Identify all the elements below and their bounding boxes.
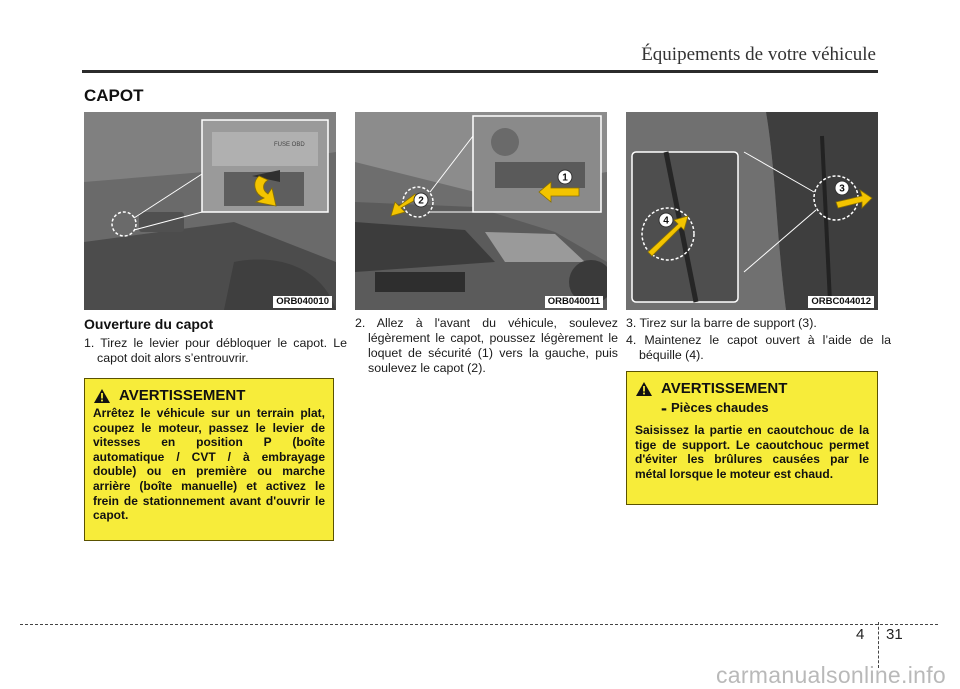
- footer-rule: [20, 624, 938, 625]
- figure-code: ORB040010: [273, 296, 332, 308]
- chapter-number: 4: [856, 626, 865, 643]
- figure-support-rod: [626, 112, 878, 310]
- warning-subtitle: - Pièces chaudes: [661, 398, 769, 418]
- figure-support-rod-image: [626, 112, 878, 310]
- callout-3: 3: [839, 183, 845, 195]
- warning-box-stop-vehicle: [84, 378, 334, 541]
- warning-triangle-icon: [635, 381, 653, 397]
- warning-box-hot-parts: [626, 371, 878, 505]
- figure-code: ORB040011: [545, 296, 603, 308]
- figure-safety-latch: [355, 112, 607, 310]
- section-title: CAPOT: [84, 86, 144, 105]
- svg-text:FUSE OBD: FUSE OBD: [274, 142, 305, 148]
- step-2: 2. Allez à l'avant du véhicule, soulevez légèrement le capot, poussez légèrement le loquet de sécurité (1) vers la gauche, puis soulevez le capot (2).: [355, 316, 618, 375]
- watermark: carmanualsonline.info: [715, 662, 946, 688]
- warning-text: Arrêtez le véhicule sur un terrain plat, coupez le moteur, passez le levier de vitesses en position P (boîte automatique / CVT / à embrayage double) ou en première ou marche arrière (boîte manuelle) et activez le frein de stationnement avant d'ouvrir le capot.: [93, 406, 325, 523]
- figure-hood-lever-image: [84, 112, 336, 310]
- figure-code: ORBC044012: [808, 296, 874, 308]
- page-number: 31: [886, 626, 903, 643]
- figure-hood-lever: [84, 112, 336, 310]
- warning-title: AVERTISSEMENT: [119, 387, 246, 404]
- step-1: 1. Tirez le levier pour débloquer le capot. Le capot doit alors s’entrouvrir.: [84, 336, 347, 365]
- step-4: 4. Maintenez le capot ouvert à l’aide de la béquille (4).: [626, 333, 891, 362]
- callout-2: 2: [418, 195, 424, 207]
- warning-text: Saisissez la partie en caoutchouc de la tige de support. Le caoutchouc permet d'éviter les brûlures causées par le métal lorsque le moteur est chaud.: [635, 423, 869, 481]
- running-header: Équipements de votre véhicule: [641, 44, 876, 65]
- subheading-hood-opening: Ouverture du capot: [84, 316, 214, 332]
- step-3: 3. Tirez sur la barre de support (3).: [626, 316, 817, 330]
- callout-1: 1: [562, 172, 568, 184]
- header-rule: [82, 70, 878, 73]
- warning-header: [635, 380, 869, 397]
- callout-4: 4: [663, 215, 669, 227]
- figure-safety-latch-image: [355, 112, 607, 310]
- warning-header: [93, 387, 325, 404]
- warning-triangle-icon: [93, 388, 111, 404]
- warning-title: AVERTISSEMENT: [661, 380, 788, 397]
